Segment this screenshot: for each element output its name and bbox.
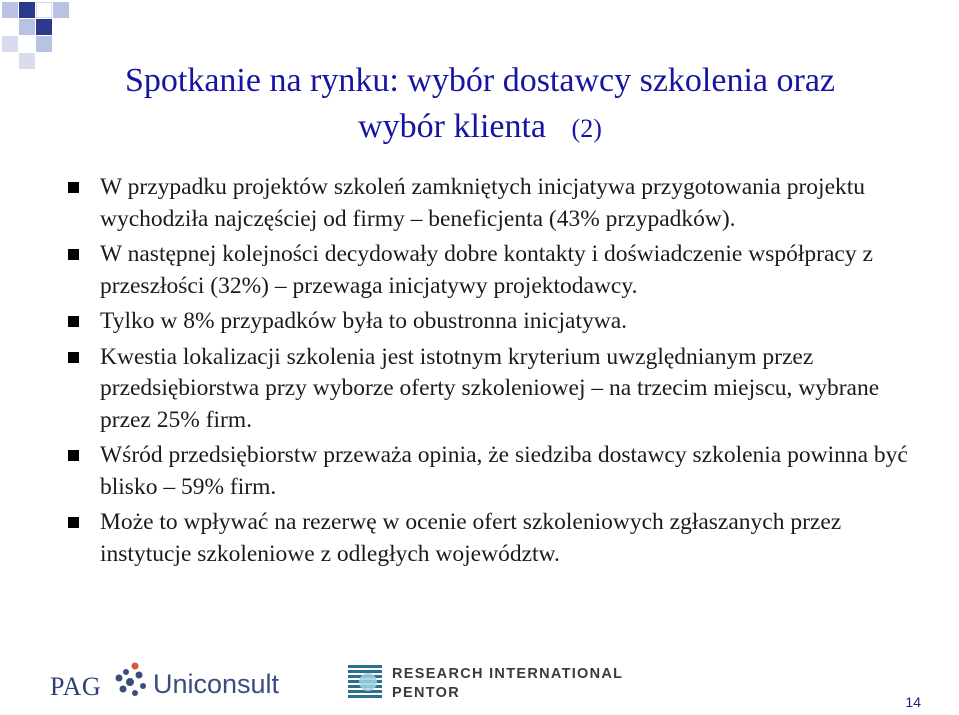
ri-line2: PENTOR: [392, 685, 460, 701]
bullet-item: [68, 172, 918, 235]
bullet-square-icon: [68, 182, 79, 193]
footer: [0, 650, 959, 715]
pag-dots-icon: [113, 662, 151, 698]
deco-square: [19, 53, 35, 69]
bullet-item: [68, 342, 918, 437]
slide-title-line1: Spotkanie na rynku: wybór dostawcy szkolenia oraz: [124, 62, 836, 99]
bullet-square-icon: [68, 517, 79, 528]
bullet-item: [68, 440, 918, 503]
deco-square: [2, 36, 18, 52]
page-number: 14: [905, 694, 921, 710]
bullet-list: [68, 172, 918, 574]
bullet-item: [68, 306, 918, 338]
deco-square: [36, 36, 52, 52]
deco-square: [36, 2, 52, 18]
bullet-text: Wśród przedsiębiorstw przeważa opinia, że siedziba dostawcy szkolenia powinna być blisko – 59% firm.: [100, 442, 908, 500]
bullet-square-icon: [68, 450, 79, 461]
bullet-item: [68, 239, 918, 302]
bullet-text: W przypadku projektów szkoleń zamkniętych inicjatywa przygotowania projektu wychodziła najczęściej od firmy – beneficjenta (43% przypadków).: [100, 174, 866, 232]
bullet-text: W następnej kolejności decydowały dobre kontakty i doświadczenie współpracy z przeszłości (32%) – przewaga inicjatywy projektodawcy.: [100, 241, 873, 299]
uniconsult-logo-text: Uniconsult: [153, 669, 280, 699]
deco-square: [19, 2, 35, 18]
deco-square: [19, 19, 35, 35]
ri-line1: RESEARCH INTERNATIONAL: [392, 666, 624, 682]
bullet-item: [68, 507, 918, 570]
bullet-text: Tylko w 8% przypadków była to obustronna inicjatywa.: [100, 308, 627, 334]
bullet-text: Może to wpływać na rezerwę w ocenie ofert szkoleniowych zgłaszanych przez instytucje szkoleniowe z odległych województw.: [100, 509, 842, 567]
bullet-square-icon: [68, 249, 79, 260]
slide-title-number: (2): [571, 114, 602, 143]
bullet-text: Kwestia lokalizacji szkolenia jest istotnym kryterium uwzględnianym przez przedsiębiorstwa przy wyborze oferty szkoleniowej – na trzecim miejscu, wybrane przez 25% firm.: [100, 343, 880, 433]
slide-title: [40, 58, 920, 152]
pag-logo-text: PAG: [50, 672, 102, 701]
research-international-logo-icon: [346, 662, 384, 700]
slide-title-line2: [40, 104, 920, 152]
deco-square: [36, 19, 52, 35]
bullet-square-icon: [68, 316, 79, 327]
slide-title-line2-text: wybór klienta: [358, 108, 547, 145]
deco-square: [2, 2, 18, 18]
research-international-logo-text: [392, 665, 623, 703]
deco-square: [53, 2, 69, 18]
bullet-square-icon: [68, 352, 79, 363]
